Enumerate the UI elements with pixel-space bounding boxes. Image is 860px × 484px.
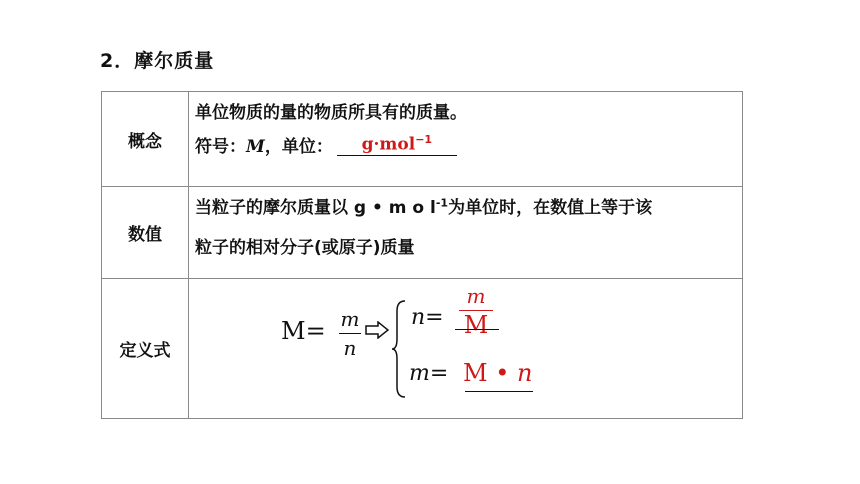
row-content-formula bbox=[189, 279, 743, 419]
formula-fraction bbox=[339, 307, 361, 360]
row-label-concept: 概念 bbox=[102, 92, 189, 187]
unit-prefix: ，单位： bbox=[264, 137, 333, 157]
left-brace-icon bbox=[391, 299, 407, 399]
n-answer-denominator: M bbox=[463, 311, 489, 339]
section-heading: 2．摩尔质量 bbox=[100, 50, 215, 72]
row-content-concept bbox=[189, 92, 743, 187]
m-answer bbox=[463, 359, 532, 387]
unit-answer-exponent: −1 bbox=[415, 133, 433, 147]
unit-answer: g·mol bbox=[361, 135, 416, 155]
n-eq-sign: = bbox=[425, 305, 444, 330]
symbol-unit-line bbox=[189, 132, 742, 158]
fraction-bar bbox=[339, 333, 361, 334]
symbol-prefix: 符号： bbox=[195, 137, 246, 157]
n-var: n bbox=[411, 305, 426, 330]
symbol-value: M bbox=[246, 137, 265, 157]
molar-mass-table bbox=[101, 91, 743, 419]
value-text-line1 bbox=[189, 187, 742, 233]
table-row-concept bbox=[102, 92, 743, 187]
table-row-value bbox=[102, 187, 743, 279]
row-label-formula: 定义式 bbox=[102, 279, 189, 419]
m-equation bbox=[409, 361, 448, 386]
unit-answer-blank bbox=[337, 133, 457, 156]
row-label-value: 数值 bbox=[102, 187, 189, 279]
definition-formula bbox=[189, 279, 741, 419]
implies-arrow-icon bbox=[365, 321, 389, 339]
definition-text: 单位物质的量的物质所具有的质量。 bbox=[195, 103, 467, 123]
table-row-formula bbox=[102, 279, 743, 419]
m-eq-sign: = bbox=[429, 361, 449, 386]
m-var: m bbox=[409, 361, 430, 386]
n-answer-numerator: m bbox=[466, 284, 486, 308]
value-text-part2: 为单位时，在数值上等于该 bbox=[448, 198, 653, 218]
formula-numerator: m bbox=[340, 307, 360, 331]
formula-lhs: M= bbox=[281, 317, 326, 345]
value-text-exponent: -1 bbox=[435, 196, 449, 210]
m-answer-var: n bbox=[517, 359, 533, 387]
m-answer-blank bbox=[465, 391, 533, 392]
value-text-part1: 当粒子的摩尔质量以 g • m o l bbox=[195, 198, 436, 218]
n-equation bbox=[411, 305, 444, 330]
m-answer-text: M • bbox=[463, 359, 517, 387]
formula-denominator: n bbox=[343, 336, 357, 360]
value-text-line2: 粒子的相对分子(或原子)质量 bbox=[195, 238, 415, 258]
row-content-value bbox=[189, 187, 743, 279]
n-answer-blank bbox=[455, 329, 499, 330]
